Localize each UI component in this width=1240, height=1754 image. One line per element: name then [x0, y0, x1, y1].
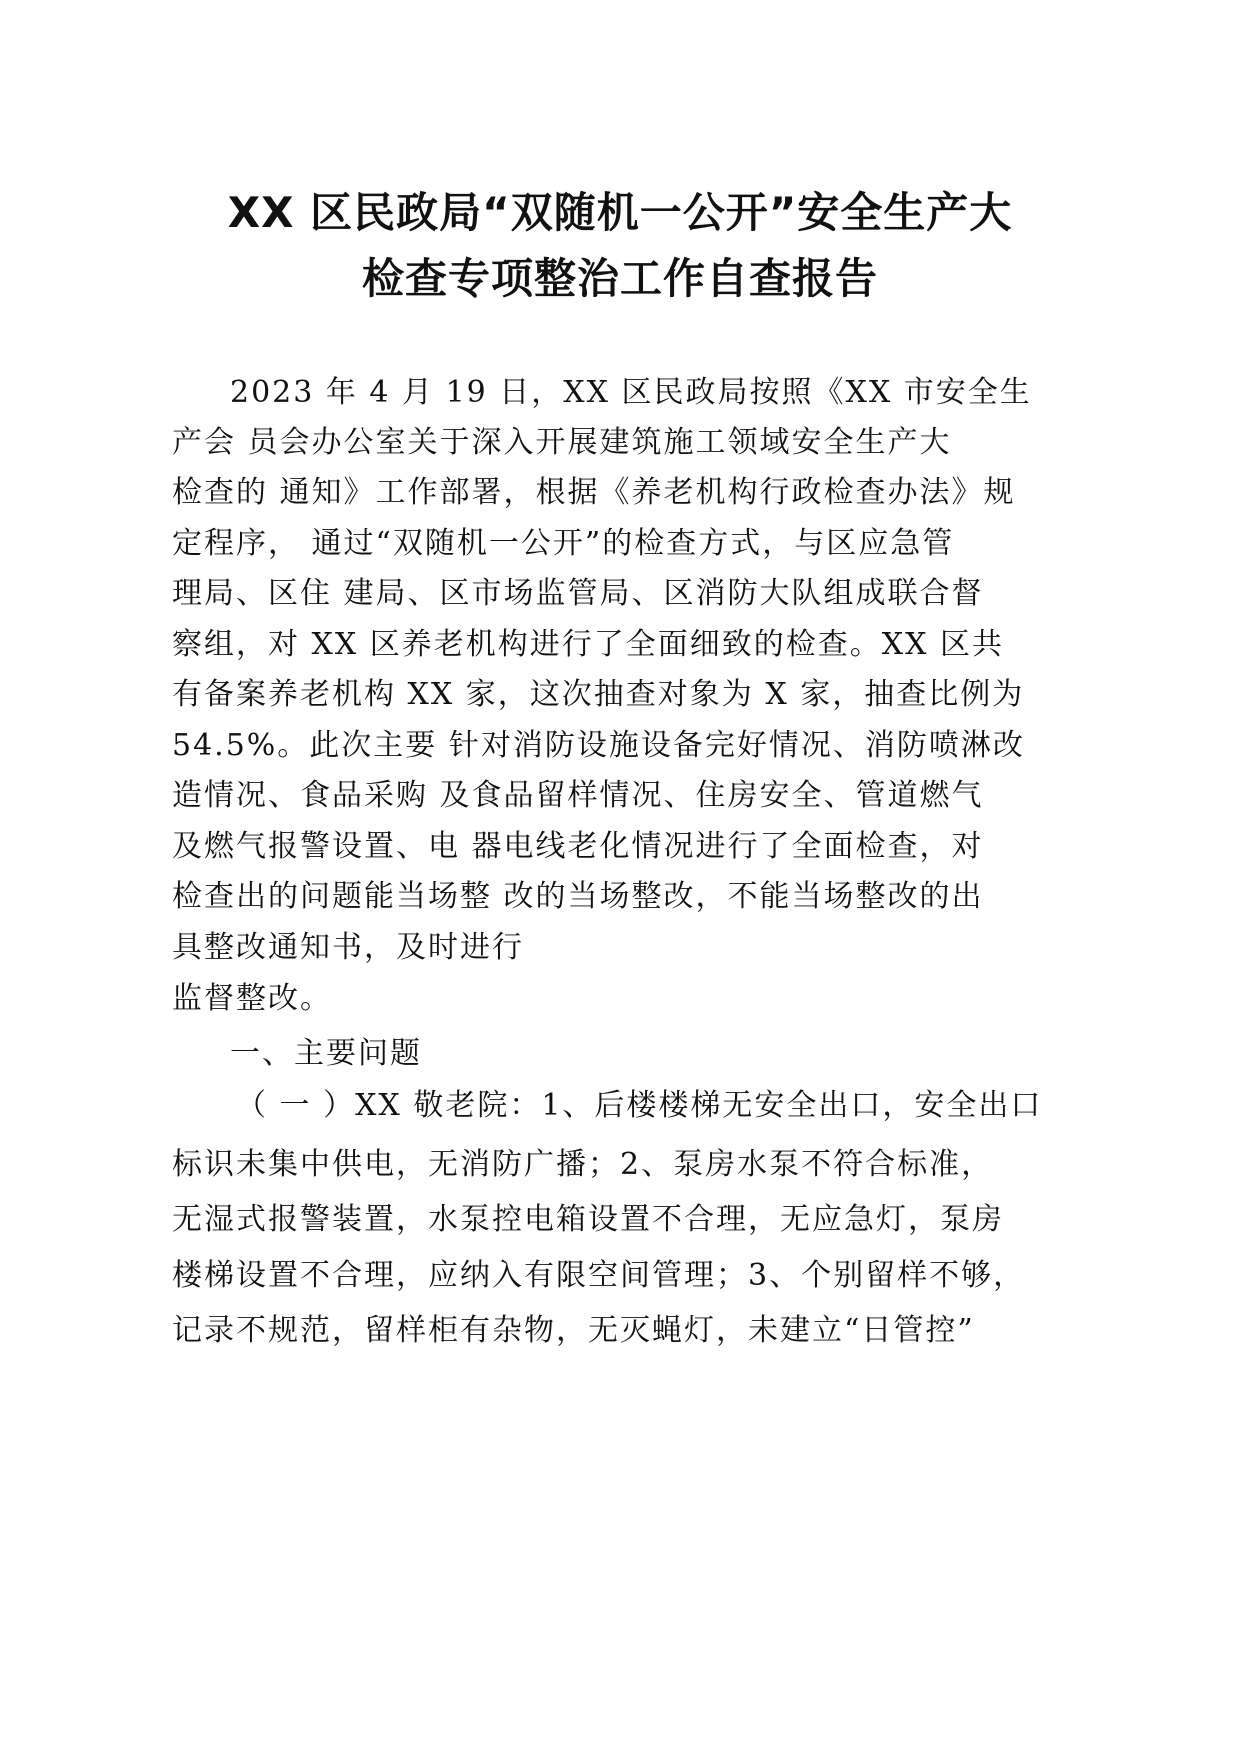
paragraph-line: 54.5%。此次主要 针对消防设施设备完好情况、消防喷淋改 — [172, 728, 1025, 763]
paragraph-line: 监督整改。 — [172, 981, 332, 1016]
paragraph-line: 察组，对 XX 区养老机构进行了全面细致的检查。XX 区共 — [172, 627, 1005, 662]
paragraph-line: 具整改通知书，及时进行 — [172, 930, 524, 965]
item-line: 无湿式报警装置，水泵控电箱设置不合理，无应急灯，泵房 — [172, 1202, 1004, 1237]
paragraph-line: 2023 年 4 月 19 日，XX 区民政局按照《XX 市安全生 — [230, 375, 1032, 410]
paragraph-line: 造情况、食品采购 及食品留样情况、住房安全、管道燃气 — [172, 778, 984, 813]
paragraph-line: 检查的 通知》工作部署，根据《养老机构行政检查办法》规 — [172, 475, 1016, 510]
item-line: 楼梯设置不合理，应纳入有限空间管理；3、个别留样不够， — [172, 1258, 1026, 1293]
section-heading: 一、主要问题 — [230, 1036, 422, 1071]
item-line: 标识未集中供电，无消防广播；2、泵房水泵不符合标准， — [172, 1147, 994, 1182]
paragraph-line: 有备案养老机构 XX 家，这次抽查对象为 X 家，抽查比例为 — [172, 677, 1025, 712]
document-title-line-2: 检查专项整治工作自查报告 — [361, 254, 878, 303]
paragraph-line: 及燃气报警设置、电 器电线老化情况进行了全面检查，对 — [172, 829, 984, 864]
item-line: 记录不规范，留样柜有杂物，无灭蝇灯，未建立“日管控” — [172, 1313, 975, 1348]
paragraph-line: 产会 员会办公室关于深入开展建筑施工领域安全生产大 — [172, 425, 952, 460]
paragraph-line: 理局、区住 建局、区市场监管局、区消防大队组成联合督 — [172, 576, 984, 611]
paragraph-line: 检查出的问题能当场整 改的当场整改，不能当场整改的出 — [172, 879, 984, 914]
item-line: （ 一 ）XX 敬老院：1、后楼楼梯无安全出口，安全出口 — [236, 1088, 1043, 1123]
document-title-line-1: XX 区民政局“双随机一公开”安全生产大 — [227, 188, 1013, 237]
paragraph-line: 定程序， 通过“双随机一公开”的检查方式，与区应急管 — [172, 526, 955, 561]
